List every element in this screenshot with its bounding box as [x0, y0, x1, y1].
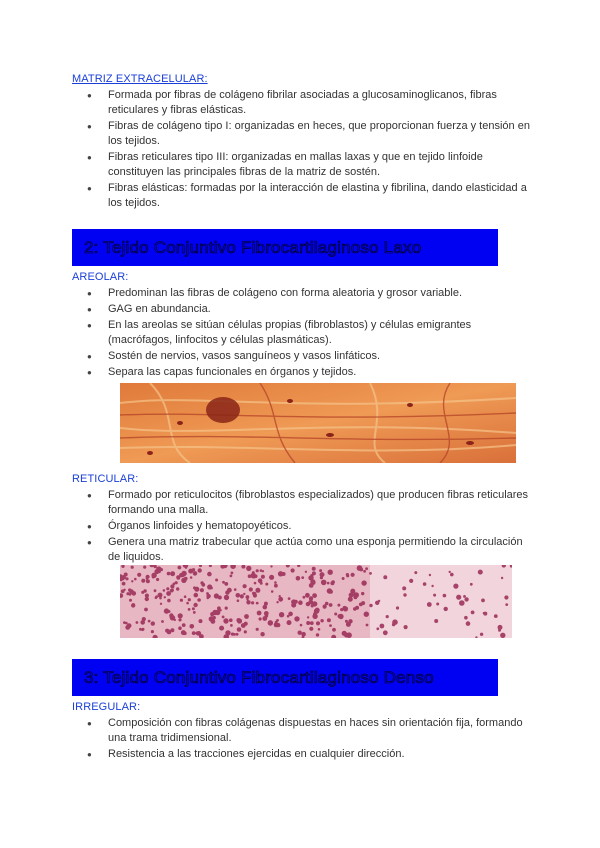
cell-nucleus: [246, 598, 248, 600]
reticular-list: [72, 488, 532, 566]
cell-nucleus: [231, 633, 234, 636]
cell-nucleus: [244, 614, 249, 619]
cell-nucleus: [156, 578, 159, 581]
cell-nucleus: [214, 593, 219, 598]
cell-nucleus: [288, 597, 291, 600]
cell-nucleus: [361, 580, 366, 585]
cell-nucleus: [294, 616, 299, 621]
cell-nucleus: [278, 571, 283, 576]
cell-nucleus: [256, 602, 259, 605]
cell-nucleus: [463, 595, 466, 598]
cell-nucleus: [270, 565, 272, 567]
cell-nucleus: [234, 588, 237, 591]
cell-nucleus: [167, 599, 171, 603]
cell-nucleus: [275, 621, 278, 624]
list-item: ● Genera una matriz trabecular que actúa como una esponja permitiendo la circulación de liquidos.: [72, 535, 532, 565]
cell-nucleus: [342, 577, 345, 580]
cell-nucleus: [193, 571, 198, 576]
cell-nucleus: [346, 573, 349, 576]
cell-nucleus: [131, 580, 133, 582]
cell-nucleus: [215, 579, 218, 582]
cell-nucleus: [151, 630, 154, 633]
cell-nucleus: [365, 567, 368, 570]
cell-nucleus: [363, 570, 366, 573]
cell-nucleus: [224, 582, 228, 586]
cell-nucleus: [353, 592, 359, 598]
cell-nucleus: [176, 587, 179, 590]
cell-nucleus: [449, 571, 451, 573]
cell-nucleus: [193, 611, 196, 614]
cell-nucleus: [327, 588, 332, 593]
cell-nucleus: [392, 619, 398, 625]
cell-nucleus: [329, 603, 333, 607]
cell-nucleus: [222, 581, 225, 584]
cell-nucleus: [312, 593, 317, 598]
cell-nucleus: [170, 584, 174, 588]
areolar-tissue-image: [120, 383, 516, 463]
cell-nucleus: [427, 602, 432, 607]
cell-nucleus: [237, 618, 242, 623]
cell-nucleus: [380, 624, 385, 629]
cell-nucleus: [361, 592, 364, 595]
cell-nucleus: [190, 576, 193, 579]
cell-nucleus: [434, 619, 438, 623]
cell-nucleus: [329, 624, 332, 627]
cell-nucleus: [243, 584, 247, 588]
cell-nucleus: [318, 628, 321, 631]
cell-nucleus: [198, 568, 202, 572]
list-item: ● Predominan las fibras de colágeno con forma aleatoria y grosor variable.: [72, 286, 532, 301]
cell-nucleus: [244, 630, 247, 633]
cell-nucleus: [192, 631, 196, 635]
cell-nucleus: [480, 633, 483, 636]
cell-nucleus: [172, 589, 174, 591]
cell-nucleus: [212, 616, 216, 620]
cell-nucleus: [212, 610, 217, 615]
cell-nucleus: [177, 577, 180, 580]
cell-nucleus: [478, 570, 483, 575]
cell-nucleus: [453, 584, 458, 589]
cell-nucleus: [269, 575, 274, 580]
cell-nucleus: [330, 581, 334, 585]
section-title-3: 3: Tejido Conjuntivo Fibrocartilaginoso Denso: [84, 668, 434, 687]
cell-nucleus: [223, 618, 228, 623]
cell-nucleus: [402, 586, 406, 590]
cell-nucleus: [464, 597, 468, 601]
cell-nucleus: [264, 611, 269, 616]
cell-nucleus: [224, 595, 229, 600]
cell-nucleus: [240, 594, 244, 598]
cell-nucleus: [143, 566, 146, 569]
cell-nucleus: [219, 626, 224, 631]
irregular-list: [72, 716, 532, 763]
list-item: ● Separa las capas funcionales en órganos y tejidos.: [72, 365, 532, 380]
cell-nucleus: [256, 569, 259, 572]
cell-nucleus: [262, 570, 264, 572]
cell-nucleus: [505, 603, 508, 606]
cell-nucleus: [291, 568, 295, 572]
cell-nucleus: [188, 598, 191, 601]
list-item: ● Fibras elásticas: formadas por la interacción de elastina y fibrilina, dando elasticidad a los tejidos.: [72, 181, 532, 211]
cell-nucleus: [459, 600, 465, 606]
cell-nucleus: [414, 571, 417, 574]
cell-nucleus: [225, 590, 229, 594]
cell-nucleus: [301, 576, 304, 579]
cell-nucleus: [357, 565, 363, 571]
cell-nucleus: [253, 592, 256, 595]
cell-nucleus: [470, 583, 473, 586]
cell-nucleus: [260, 632, 264, 636]
list-item: ● Sostén de nervios, vasos sanguíneos y vasos linfáticos.: [72, 349, 532, 364]
cell-nucleus: [364, 612, 369, 617]
cell-nucleus: [167, 572, 171, 576]
cell-nucleus: [376, 627, 379, 630]
cell-nucleus: [178, 618, 181, 621]
cell-nucleus: [193, 603, 197, 607]
cell-nucleus: [225, 607, 228, 610]
cell-nucleus: [254, 582, 257, 585]
cell-nucleus: [375, 601, 379, 605]
cell-nucleus: [123, 621, 126, 624]
section-banner-3: [72, 659, 498, 696]
cell-nucleus: [366, 624, 369, 627]
cell-nucleus: [161, 620, 164, 623]
cell-nucleus: [464, 616, 468, 620]
cell-nucleus: [199, 619, 203, 623]
cell-nucleus: [131, 566, 134, 569]
cell-nucleus: [274, 581, 277, 584]
cell-nucleus: [257, 611, 262, 616]
cell-nucleus: [131, 603, 135, 607]
cell-nucleus: [343, 606, 348, 611]
cell-nucleus: [321, 580, 327, 586]
cell-nucleus: [236, 593, 241, 598]
cell-nucleus: [169, 613, 173, 617]
list-item: ● GAG en abundancia.: [72, 302, 532, 317]
cell-nucleus: [231, 572, 234, 575]
cell-nucleus: [309, 627, 313, 631]
cell-nucleus: [332, 628, 336, 632]
cell-nucleus: [320, 576, 323, 579]
cell-nucleus: [386, 615, 389, 618]
cell-nucleus: [184, 595, 187, 598]
cell-nucleus: [144, 608, 148, 612]
cell-nucleus: [193, 586, 196, 589]
cell-nucleus: [249, 587, 253, 591]
section-banner-2: [72, 229, 498, 266]
cell-nucleus: [334, 613, 337, 616]
cell-nucleus: [320, 619, 323, 622]
cell-nucleus: [504, 595, 508, 599]
cell-nucleus: [181, 578, 186, 583]
cell-nucleus: [501, 577, 503, 579]
cell-nucleus: [166, 587, 169, 590]
cell-nucleus: [243, 593, 245, 595]
reticular-label: RETICULAR:: [72, 473, 139, 485]
cell-nucleus: [237, 627, 242, 632]
cell-nucleus: [337, 604, 340, 607]
cell-nucleus: [137, 573, 141, 577]
cell-nucleus: [466, 621, 471, 626]
list-item: ● Formada por fibras de colágeno fibrilar asociadas a glucosaminoglicanos, fibras reticulares y fibras elásticas.: [72, 88, 532, 118]
cell-nucleus: [200, 581, 203, 584]
list-item: ● En las areolas se sitúan células propias (fibroblastos) y células emigrantes (macrófagos, linfocitos y células plasmáticas).: [72, 318, 532, 348]
irregular-label: IRREGULAR:: [72, 701, 141, 713]
cell-nucleus: [361, 601, 365, 605]
cell-nucleus: [431, 585, 433, 587]
cell-nucleus: [369, 572, 372, 575]
cell-nucleus: [164, 608, 169, 613]
cell-nucleus: [200, 588, 204, 592]
cell-nucleus: [340, 608, 343, 611]
cell-nucleus: [338, 614, 342, 618]
cell-nucleus: [154, 589, 157, 592]
cell-nucleus: [190, 625, 192, 627]
cell-nucleus: [222, 616, 225, 619]
cell-nucleus: [279, 595, 281, 597]
cell-nucleus: [262, 616, 267, 621]
cell-nucleus: [167, 630, 172, 635]
cell-nucleus: [170, 571, 175, 576]
cell-nucleus: [310, 574, 313, 577]
cell-nucleus: [261, 575, 265, 579]
list-item: ● Composición con fibras colágenas dispuestas en haces sin orientación fija, formando una trama tridimensional.: [72, 716, 532, 746]
cell-nucleus: [252, 575, 255, 578]
cell-nucleus: [344, 633, 349, 638]
cell-nucleus: [353, 607, 357, 611]
cell-nucleus: [279, 612, 284, 617]
cell-nucleus: [129, 593, 132, 596]
cell-nucleus: [288, 612, 293, 617]
cell-nucleus: [145, 597, 149, 601]
cell-nucleus: [319, 569, 322, 572]
cell-nucleus: [500, 633, 505, 638]
cell-nucleus: [196, 631, 201, 636]
cell-nucleus: [160, 603, 162, 605]
list-item: ● Fibras reticulares tipo III: organizadas en mallas laxas y que en tejido linfoide constituyen las principales fibras de la matriz de sostén.: [72, 150, 532, 180]
cell-nucleus: [265, 583, 268, 586]
cell-nucleus: [146, 579, 150, 583]
list-item: ● Órganos linfoides y hematopoyéticos.: [72, 519, 532, 534]
cell-nucleus: [348, 619, 352, 623]
section-title-2: 2: Tejido Conjuntivo Fibrocartilaginoso Laxo: [84, 238, 422, 257]
cell-nucleus: [429, 574, 431, 576]
cell-nucleus: [313, 612, 317, 616]
list-item: ● Formado por reticulocitos (fibroblastos especializados) que producen fibras reticulares formando una malla.: [72, 488, 532, 518]
cell-nucleus: [141, 629, 144, 632]
cell-nucleus: [141, 579, 145, 583]
cell-nucleus: [194, 593, 199, 598]
cell-nucleus: [178, 626, 182, 630]
cell-nucleus: [303, 596, 306, 599]
cell-nucleus: [301, 632, 306, 637]
cell-nucleus: [246, 566, 251, 571]
cell-nucleus: [151, 621, 155, 625]
cell-nucleus: [348, 597, 353, 602]
areolar-label: AREOLAR:: [72, 271, 129, 283]
cell-nucleus: [192, 568, 195, 571]
cell-nucleus: [268, 620, 273, 625]
list-item: ● Resistencia a las tracciones ejercidas en cualquier dirección.: [72, 747, 532, 762]
cell-nucleus: [423, 582, 427, 586]
matriz-list: [72, 88, 532, 212]
cell-nucleus: [471, 611, 475, 615]
cell-nucleus: [311, 580, 316, 585]
cell-nucleus: [174, 619, 176, 621]
cell-nucleus: [178, 613, 183, 618]
cell-nucleus: [298, 600, 303, 605]
cell-nucleus: [264, 602, 268, 606]
cell-nucleus: [178, 566, 182, 570]
cell-nucleus: [310, 621, 314, 625]
cell-nucleus: [186, 602, 189, 605]
cell-nucleus: [230, 624, 233, 627]
cell-nucleus: [436, 603, 439, 606]
cell-nucleus: [276, 601, 278, 603]
cell-nucleus: [315, 608, 320, 613]
cell-nucleus: [305, 593, 310, 598]
cell-nucleus: [123, 589, 125, 591]
cell-nucleus: [409, 579, 413, 583]
cell-nucleus: [327, 582, 330, 585]
cell-nucleus: [129, 599, 132, 602]
cell-nucleus: [246, 600, 250, 604]
cell-nucleus: [278, 597, 283, 602]
cell-nucleus: [192, 607, 195, 610]
cell-nucleus: [404, 625, 408, 629]
cell-nucleus: [483, 612, 487, 616]
cell-nucleus: [287, 620, 292, 625]
areolar-list: [72, 286, 532, 381]
cell-nucleus: [237, 599, 240, 602]
cell-nucleus: [256, 628, 259, 631]
cell-nucleus: [403, 593, 406, 596]
cell-nucleus: [316, 621, 320, 625]
cell-nucleus: [181, 630, 186, 635]
list-item: ● Fibras de colágeno tipo I: organizadas en heces, que proporcionan fuerza y tensión en los tejidos.: [72, 119, 532, 149]
cell-nucleus: [125, 577, 128, 580]
cell-nucleus: [300, 624, 303, 627]
cell-nucleus: [307, 616, 309, 618]
cell-nucleus: [274, 584, 278, 588]
cell-nucleus: [271, 590, 274, 593]
cell-nucleus: [296, 576, 301, 581]
cell-nucleus: [141, 591, 144, 594]
cell-nucleus: [383, 630, 388, 635]
cell-nucleus: [197, 598, 201, 602]
cell-nucleus: [498, 625, 503, 630]
cell-nucleus: [351, 573, 355, 577]
reticular-tissue-image: [120, 565, 512, 638]
cell-nucleus: [206, 594, 210, 598]
cell-nucleus: [308, 600, 313, 605]
cell-nucleus: [140, 620, 145, 625]
cell-nucleus: [236, 633, 239, 636]
cell-nucleus: [305, 571, 307, 573]
cell-nucleus: [433, 594, 436, 597]
cell-nucleus: [260, 582, 263, 585]
cell-nucleus: [181, 571, 186, 576]
cell-nucleus: [396, 606, 399, 609]
cell-nucleus: [323, 604, 326, 607]
cell-nucleus: [456, 595, 461, 600]
cell-nucleus: [312, 567, 316, 571]
cell-nucleus: [158, 593, 163, 598]
cell-nucleus: [164, 596, 166, 598]
cell-nucleus: [230, 575, 233, 578]
cell-nucleus: [450, 573, 454, 577]
cell-nucleus: [244, 622, 248, 626]
matriz-label: MATRIZ EXTRACELULAR:: [72, 73, 208, 85]
cell-nucleus: [251, 601, 254, 604]
cell-nucleus: [327, 618, 331, 622]
cell-nucleus: [211, 619, 216, 624]
cell-nucleus: [443, 594, 447, 598]
cell-nucleus: [182, 623, 186, 627]
cell-nucleus: [136, 621, 139, 624]
cell-nucleus: [255, 588, 260, 593]
cell-nucleus: [180, 599, 183, 602]
cell-nucleus: [259, 617, 262, 620]
cell-nucleus: [146, 575, 150, 579]
cell-nucleus: [159, 597, 162, 600]
cell-nucleus: [298, 631, 302, 635]
cell-nucleus: [163, 589, 166, 592]
cell-nucleus: [127, 623, 132, 628]
cell-nucleus: [383, 575, 387, 579]
cell-nucleus: [175, 581, 178, 584]
cell-nucleus: [369, 604, 372, 607]
cell-nucleus: [122, 582, 126, 586]
cell-nucleus: [188, 608, 191, 611]
cell-nucleus: [207, 572, 212, 577]
cell-nucleus: [294, 600, 298, 604]
cell-nucleus: [494, 614, 498, 618]
cell-nucleus: [306, 621, 310, 625]
cell-nucleus: [481, 599, 485, 603]
cell-nucleus: [134, 578, 137, 581]
cell-nucleus: [154, 569, 159, 574]
cell-nucleus: [155, 595, 158, 598]
cell-nucleus: [229, 618, 233, 622]
cell-nucleus: [328, 570, 333, 575]
cell-nucleus: [148, 620, 151, 623]
cell-nucleus: [316, 633, 319, 636]
cell-nucleus: [210, 587, 213, 590]
cell-nucleus: [444, 607, 448, 611]
